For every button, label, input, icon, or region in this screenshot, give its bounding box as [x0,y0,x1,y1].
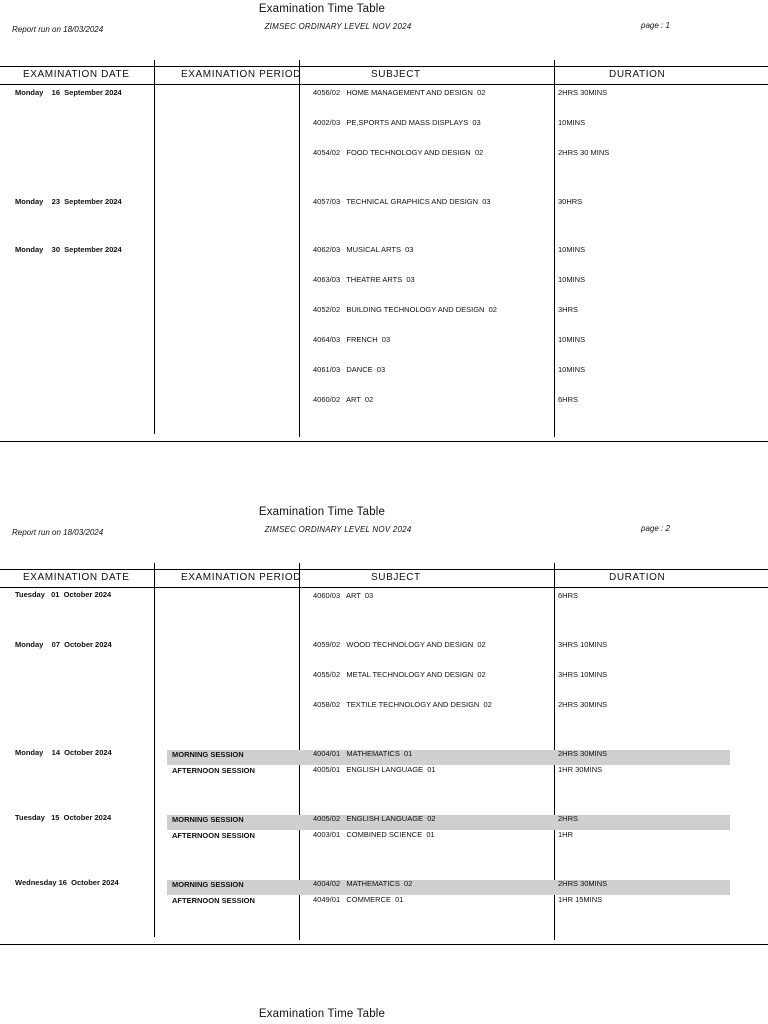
subject-cell: 4062/03 MUSICAL ARTS 03 [313,245,414,254]
duration-cell: 10MINS [558,275,586,284]
exam-subtitle: ZIMSEC ORDINARY LEVEL NOV 2024 [264,525,412,534]
header-subject: SUBJECT [371,69,421,80]
header-top-rule [0,66,768,67]
page-title: Examination Time Table [258,3,386,15]
header-exam-period: EXAMINATION PERIOD [181,572,302,583]
duration-cell: 2HRS 30MINS [558,88,608,97]
column-divider [299,60,300,437]
duration-cell: 2HRS 30MINS [558,749,608,758]
session-label: MORNING SESSION [172,815,244,824]
morning-session-highlight [167,880,730,895]
report-page-2 [0,503,768,948]
subject-cell: 4059/02 WOOD TECHNOLOGY AND DESIGN 02 [313,640,486,649]
subject-cell: 4056/02 HOME MANAGEMENT AND DESIGN 02 [313,88,486,97]
page-number: page : 2 [641,524,670,533]
exam-date: Tuesday 15 October 2024 [15,813,112,822]
subject-cell: 4064/03 FRENCH 03 [313,335,391,344]
report-run-on: Report run on 18/03/2024 [12,25,104,34]
duration-cell: 1HR [558,830,574,839]
subject-cell: 4057/03 TECHNICAL GRAPHICS AND DESIGN 03 [313,197,491,206]
header-duration: DURATION [609,69,666,80]
column-divider [554,60,555,437]
subject-cell: 4049/01 COMMERCE 01 [313,895,404,904]
subject-cell: 4054/02 FOOD TECHNOLOGY AND DESIGN 02 [313,148,484,157]
header-exam-date: EXAMINATION DATE [23,572,130,583]
header-top-rule [0,569,768,570]
session-label: AFTERNOON SESSION [172,896,255,905]
header-bottom-rule [0,587,768,588]
morning-session-highlight [167,815,730,830]
report-run-on: Report run on 18/03/2024 [12,528,104,537]
subject-cell: 4052/02 BUILDING TECHNOLOGY AND DESIGN 02 [313,305,497,314]
duration-cell: 3HRS [558,305,579,314]
subject-cell: 4061/03 DANCE 03 [313,365,386,374]
table-bottom-rule [0,441,768,442]
header-subject: SUBJECT [371,572,421,583]
duration-cell: 2HRS [558,814,579,823]
duration-cell: 10MINS [558,365,586,374]
duration-cell: 6HRS [558,395,579,404]
duration-cell: 10MINS [558,245,586,254]
duration-cell: 2HRS 30MINS [558,879,608,888]
subject-cell: 4055/02 METAL TECHNOLOGY AND DESIGN 02 [313,670,486,679]
column-divider [154,563,155,937]
subject-cell: 4063/03 THEATRE ARTS 03 [313,275,415,284]
morning-session-highlight [167,750,730,765]
duration-cell: 1HR 15MINS [558,895,603,904]
session-label: MORNING SESSION [172,880,244,889]
report-page-1 [0,0,768,445]
session-label: AFTERNOON SESSION [172,831,255,840]
duration-cell: 3HRS 10MINS [558,670,608,679]
duration-cell: 2HRS 30 MINS [558,148,610,157]
page-number: page : 1 [641,21,670,30]
header-bottom-rule [0,84,768,85]
session-label: AFTERNOON SESSION [172,766,255,775]
subject-cell: 4060/03 ART 03 [313,591,374,600]
subject-cell: 4060/02 ART 02 [313,395,374,404]
subject-cell: 4004/01 MATHEMATICS 01 [313,749,413,758]
table-bottom-rule [0,944,768,945]
subject-cell: 4003/01 COMBINED SCIENCE 01 [313,830,435,839]
subject-cell: 4005/01 ENGLISH LANGUAGE 01 [313,765,436,774]
duration-cell: 10MINS [558,118,586,127]
exam-subtitle: ZIMSEC ORDINARY LEVEL NOV 2024 [264,22,412,31]
subject-cell: 4058/02 TEXTILE TECHNOLOGY AND DESIGN 02 [313,700,492,709]
header-exam-date: EXAMINATION DATE [23,69,130,80]
exam-date: Monday 30 September 2024 [15,245,122,254]
page-title: Examination Time Table [258,1008,386,1020]
exam-date: Monday 16 September 2024 [15,88,122,97]
exam-date: Monday 23 September 2024 [15,197,122,206]
duration-cell: 1HR 30MINS [558,765,603,774]
subject-cell: 4005/02 ENGLISH LANGUAGE 02 [313,814,436,823]
duration-cell: 10MINS [558,335,586,344]
exam-date: Tuesday 01 October 2024 [15,590,112,599]
duration-cell: 30HRS [558,197,583,206]
subject-cell: 4002/03 PE,SPORTS AND MASS DISPLAYS 03 [313,118,481,127]
page-title: Examination Time Table [258,506,386,518]
subject-cell: 4004/02 MATHEMATICS 02 [313,879,413,888]
exam-date: Monday 07 October 2024 [15,640,112,649]
session-label: MORNING SESSION [172,750,244,759]
duration-cell: 2HRS 30MINS [558,700,608,709]
exam-date: Monday 14 October 2024 [15,748,112,757]
header-exam-period: EXAMINATION PERIOD [181,69,302,80]
header-duration: DURATION [609,572,666,583]
column-divider [154,60,155,434]
duration-cell: 3HRS 10MINS [558,640,608,649]
exam-date: Wednesday 16 October 2024 [15,878,119,887]
duration-cell: 6HRS [558,591,579,600]
